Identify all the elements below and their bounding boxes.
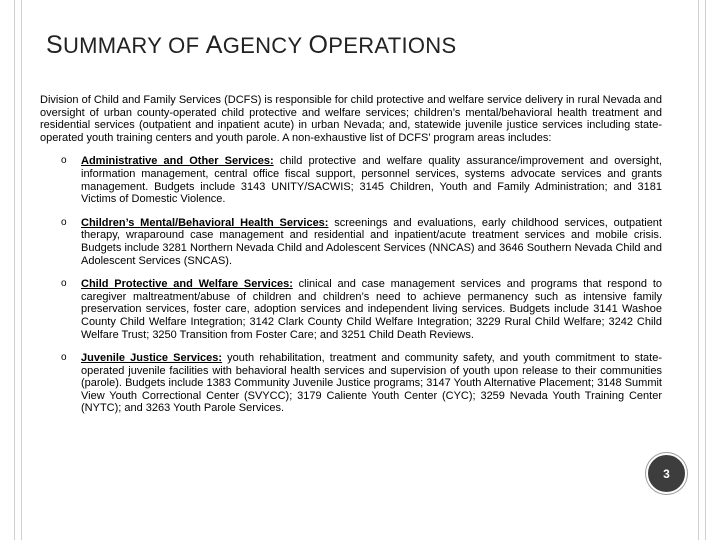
list-item — [40, 155, 662, 205]
bullet-icon: o — [61, 352, 67, 364]
program-area-label: Administrative and Other Services: — [81, 155, 274, 168]
slide-body — [40, 94, 662, 415]
left-border-line-inner — [21, 0, 22, 540]
page-title: SUMMARY OF AGENCY OPERATIONS — [46, 31, 457, 59]
program-area-text: youth rehabilitation, treatment and community safety, and youth commitment to state-operated juvenile facilities with behavioral health services and supervision of youth upon release to their communities (parole). Budgets include 1383 Community Juvenile Justice programs; 3147 Youth Alternative Placement; 3148 Summit View Youth Correctional Center (SVYCC); 3179 Caliente Youth Center (CYC); 3259 Nevada Youth Training Center (NYTC); and 3263 Youth Parole Services. — [81, 352, 663, 415]
bullet-icon: o — [61, 216, 67, 228]
list-item — [40, 278, 662, 341]
program-area-text: child protective and welfare quality assurance/improvement and oversight, information management, central office fiscal support, personnel services, systems advocate services and grants management. Budgets include 3143 UNITY/SACWIS; 3145 Children, Youth and Family Administration; and 3181 Victims of Domestic Violence. — [81, 155, 662, 206]
right-border-line — [705, 0, 706, 540]
left-border-line — [14, 0, 15, 540]
program-area-label: Child Protective and Welfare Services: — [81, 278, 293, 291]
bullet-icon: o — [61, 278, 67, 290]
bullet-icon: o — [61, 155, 67, 167]
list-item — [40, 352, 662, 415]
page-number-badge: 3 — [646, 453, 687, 494]
intro-paragraph: Division of Child and Family Services (DCFS) is responsible for child protective and welfare service delivery in rural Nevada and oversight of urban county-operated child protective and welfare services; children’s mental/behavioral health treatment and residential services (outpatient and inpatient acute) in urban Nevada; and, statewide juvenile justice services including state-operated youth training centers and youth parole. A non-exhaustive list of DCFS’ program areas includes: — [40, 94, 662, 144]
program-area-text: screenings and evaluations, early childhood services, outpatient therapy, wraparound case management and residential and inpatient/acute treatment services and mobile crisis. Budgets include 3281 Northern Nevada Child and Adolescent Services (NNCAS) and 3646 Southern Nevada Child and Adolescent Services (SNCAS). — [81, 216, 662, 267]
program-area-text: clinical and case management services and programs that respond to caregiver maltreatment/abuse of children and children’s need to achieve permanency such as intensive family preservation services, foster care, adoption services and independent living services. Budgets include 3141 Washoe County Child Welfare Integration; 3142 Clark County Child Welfare Integration; 3229 Rural Child Welfare; 3242 Child Welfare Trust; 3250 Transition from Foster Care; and 3251 Child Death Reviews. — [81, 278, 663, 341]
program-areas-list — [40, 155, 662, 415]
program-area-label: Children’s Mental/Behavioral Health Services: — [81, 216, 329, 229]
right-border-line-inner — [698, 0, 699, 540]
program-area-label: Juvenile Justice Services: — [81, 352, 223, 365]
list-item — [40, 217, 662, 267]
